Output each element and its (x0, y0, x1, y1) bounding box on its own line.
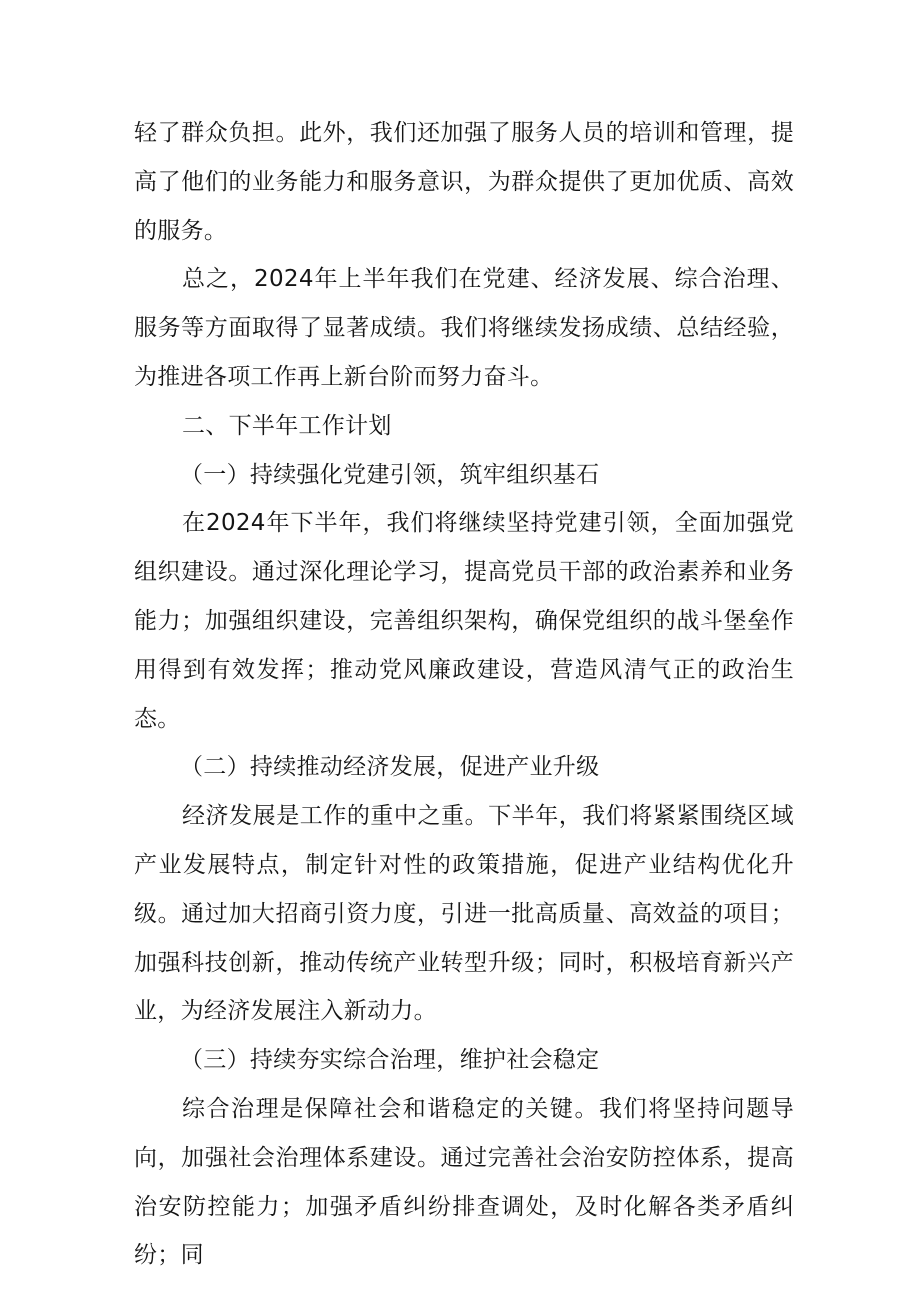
paragraph-summary: 总之，2024年上半年我们在党建、经济发展、综合治理、服务等方面取得了显著成绩。我们将继续发扬成绩、总结经验，为推进各项工作再上新台阶而努力奋斗。 (134, 266, 794, 390)
document-body (134, 109, 794, 1280)
paragraph-continuation: 轻了群众负担。此外，我们还加强了服务人员的培训和管理，提高了他们的业务能力和服务意识，为群众提供了更加优质、高效的服务。 (134, 120, 794, 244)
section-heading-plan: 二、下半年工作计划 (182, 412, 392, 439)
paragraph-economy: 经济发展是工作的重中之重。下半年，我们将紧紧围绕区域产业发展特点，制定针对性的政策措施，促进产业结构优化升级。通过加大招商引资力度，引进一批高质量、高效益的项目；加强科技创新，推动传统产业转型升级；同时，积极培育新兴产业，为经济发展注入新动力。 (134, 803, 794, 1025)
paragraph-governance: 综合治理是保障社会和谐稳定的关键。我们将坚持问题导向，加强社会治理体系建设。通过完善社会治安防控体系，提高治安防控能力；加强矛盾纠纷排查调处，及时化解各类矛盾纠纷；同 (134, 1095, 794, 1269)
subheading-economy: （二）持续推动经济发展，促进产业升级 (180, 754, 600, 781)
subheading-party-building: （一）持续强化党建引领，筑牢组织基石 (180, 461, 600, 488)
subheading-governance: （三）持续夯实综合治理，维护社会稳定 (180, 1047, 600, 1074)
paragraph-party-building: 在2024年下半年，我们将继续坚持党建引领，全面加强党组织建设。通过深化理论学习，提高党员干部的政治素养和业务能力；加强组织建设，完善组织架构，确保党组织的战斗堡垒作用得到有效发挥；推动党风廉政建设，营造风清气正的政治生态。 (134, 510, 794, 732)
